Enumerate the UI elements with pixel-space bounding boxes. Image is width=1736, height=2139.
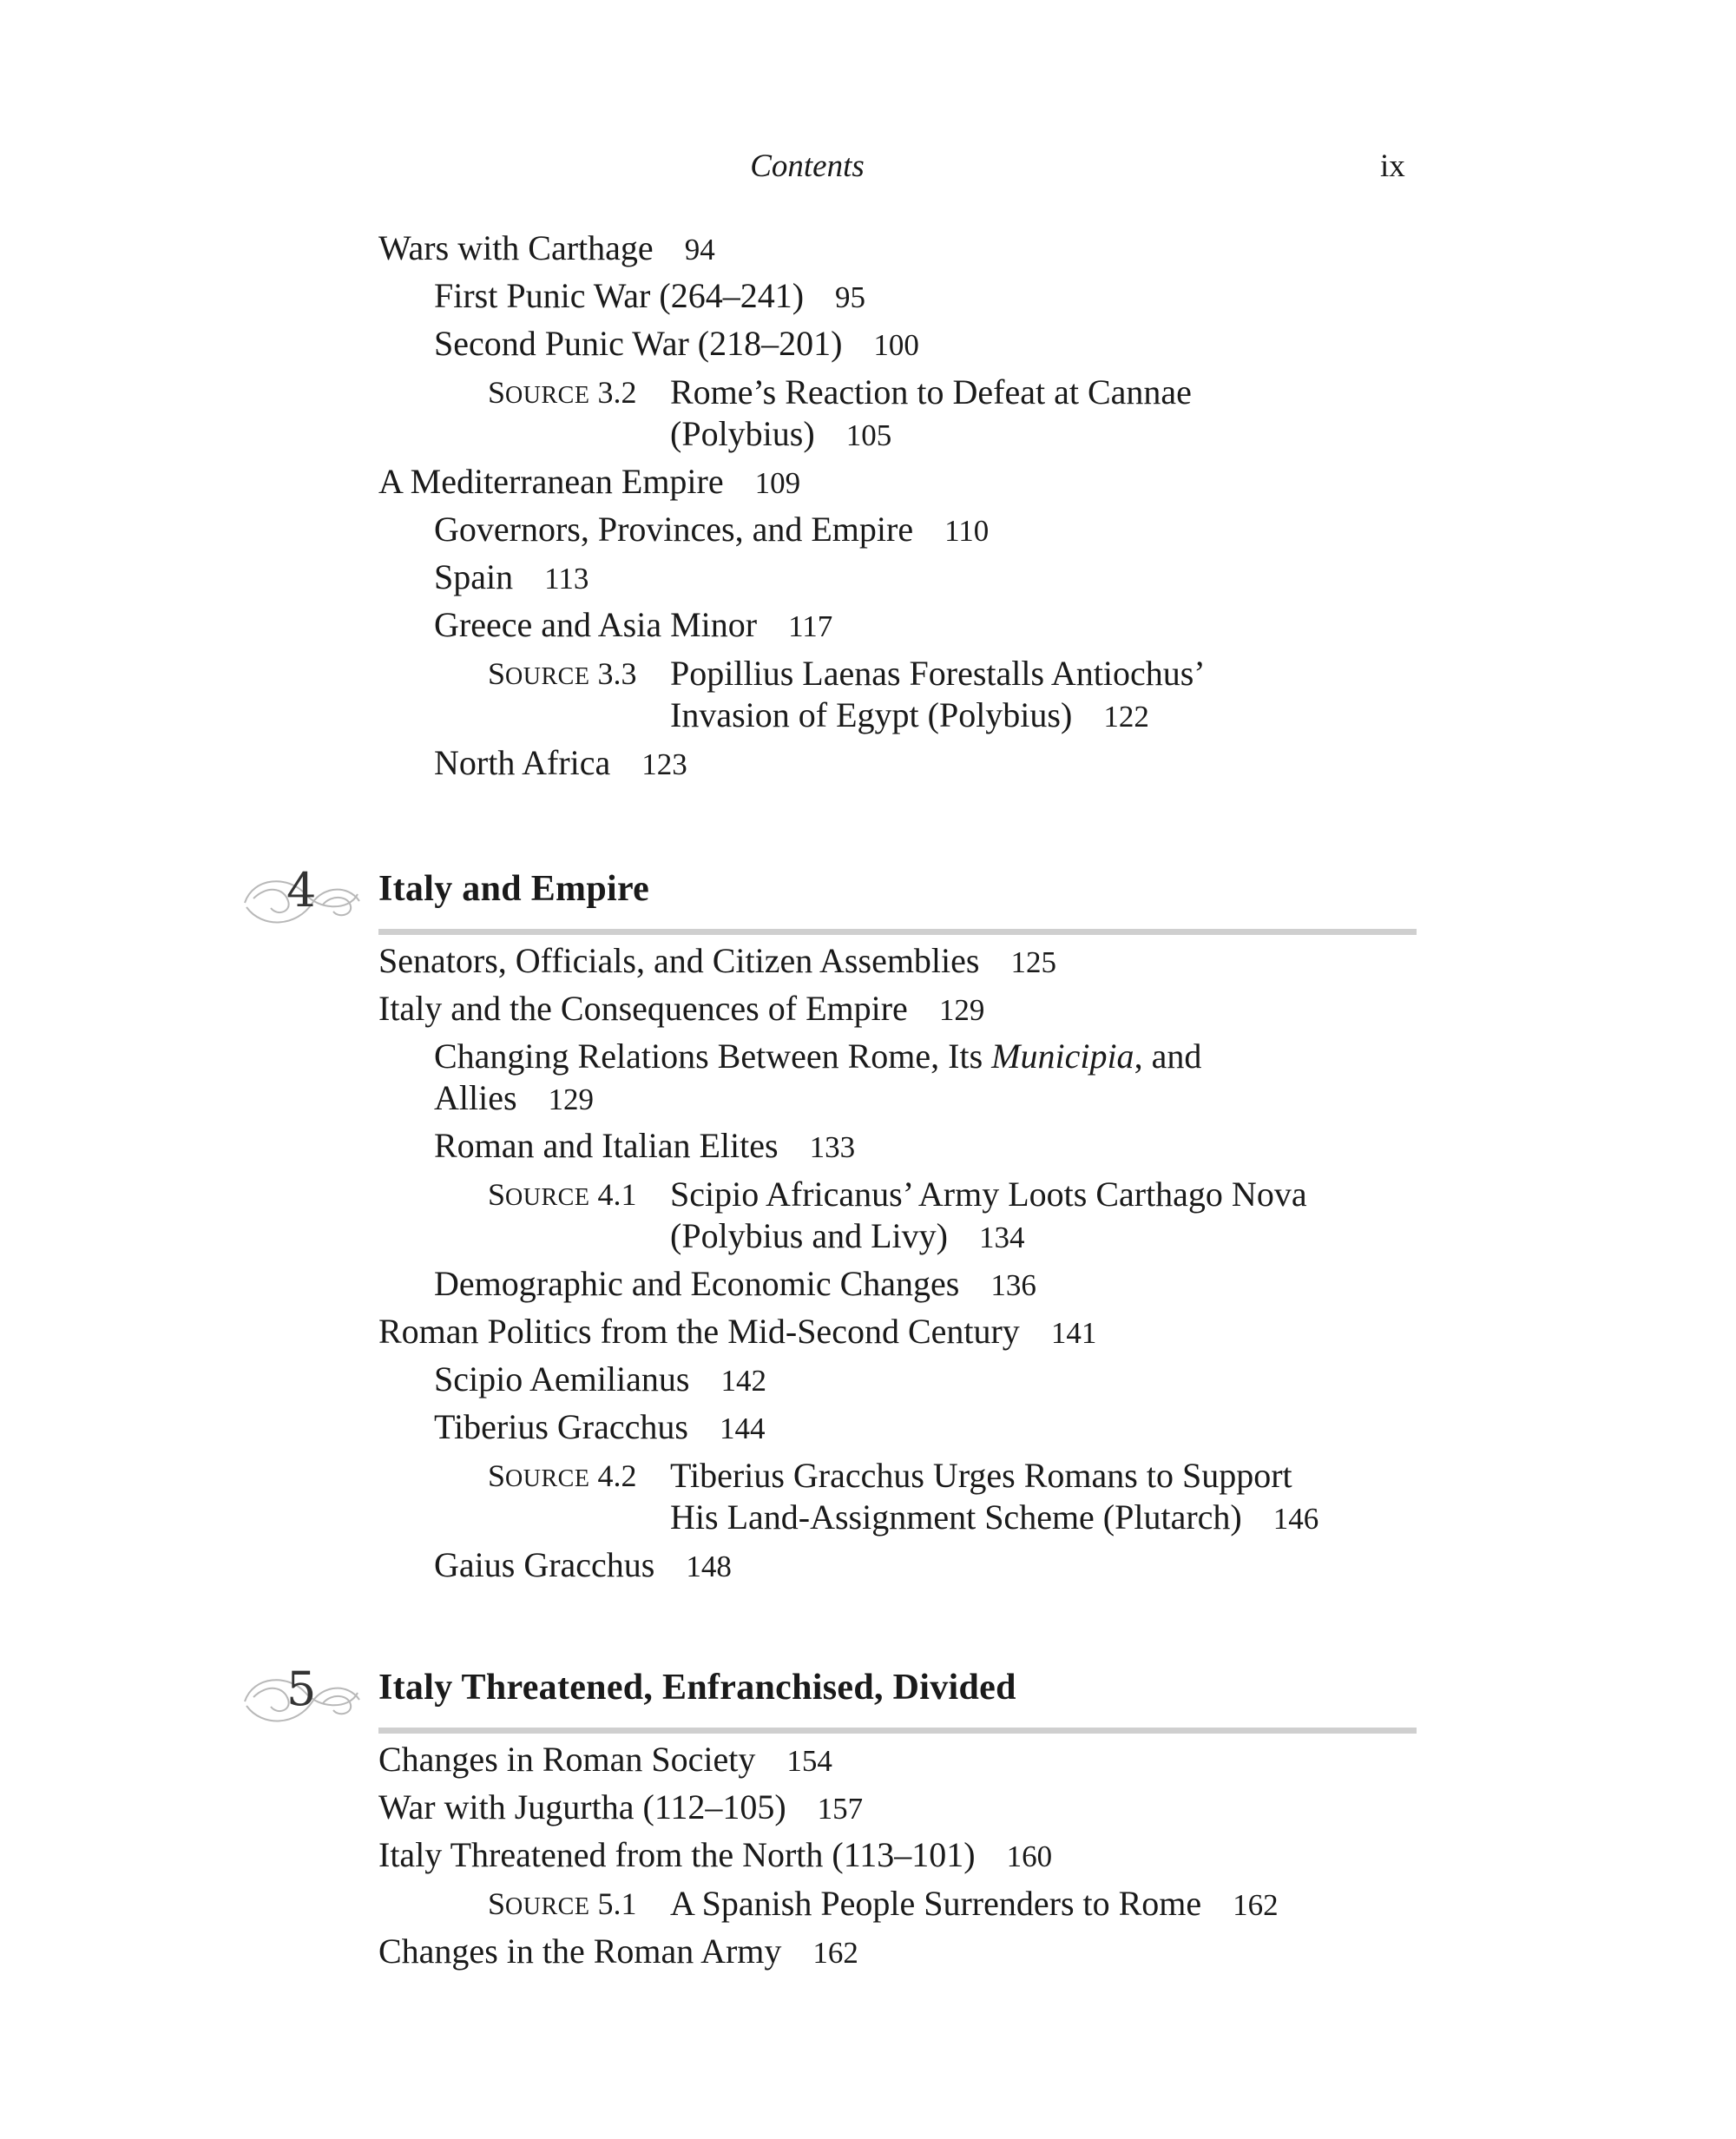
chapter-number: 5 bbox=[286, 1662, 317, 1716]
entry-page: 146 bbox=[1272, 1502, 1319, 1536]
entry-page: 109 bbox=[754, 466, 801, 500]
entry-page: 144 bbox=[719, 1412, 766, 1445]
entry-page: 154 bbox=[786, 1744, 832, 1778]
running-header bbox=[0, 148, 1736, 200]
source-title-line[interactable]: Invasion of Egypt (Polybius) 122 bbox=[670, 695, 1149, 734]
entry-page: 142 bbox=[720, 1364, 766, 1398]
chapter-rule bbox=[378, 929, 1417, 935]
running-title: Contents bbox=[750, 148, 865, 184]
toc-entry[interactable] bbox=[378, 461, 800, 504]
source-label: SOURCE 4.1 bbox=[488, 1177, 637, 1212]
source-title-line[interactable]: Scipio Africanus’ Army Loots Carthago Nova bbox=[670, 1175, 1307, 1214]
entry-page: 129 bbox=[938, 993, 985, 1027]
entry-title: Demographic and Economic Changes bbox=[434, 1264, 960, 1303]
entry-page: 113 bbox=[544, 562, 589, 596]
source-title-line[interactable]: Popillius Laenas Forestalls Antiochus’ bbox=[670, 654, 1206, 693]
toc-entry[interactable] bbox=[434, 556, 589, 600]
entry-title: Spain bbox=[434, 557, 514, 596]
entry-title: Italy Threatened from the North (113–101) bbox=[378, 1835, 976, 1874]
source-title-line[interactable]: (Polybius) 105 bbox=[670, 414, 892, 453]
entry-page: 105 bbox=[845, 418, 892, 452]
entry-page: 125 bbox=[1010, 945, 1056, 979]
entry-page: 129 bbox=[548, 1083, 595, 1116]
entry-page: 133 bbox=[809, 1130, 856, 1164]
entry-page: 157 bbox=[817, 1792, 864, 1826]
toc-entry[interactable] bbox=[434, 509, 989, 552]
toc-entry[interactable] bbox=[378, 227, 715, 271]
entry-page: 122 bbox=[1103, 700, 1149, 734]
entry-page: 95 bbox=[835, 280, 866, 314]
entry-title: First Punic War (264–241) bbox=[434, 276, 805, 315]
toc-entry[interactable] bbox=[434, 323, 919, 366]
entry-title: Second Punic War (218–201) bbox=[434, 324, 843, 363]
entry-title: Roman Politics from the Mid-Second Century bbox=[378, 1312, 1020, 1351]
entry-title: Italy and the Consequences of Empire bbox=[378, 989, 908, 1028]
source-title-line[interactable]: Tiberius Gracchus Urges Romans to Support bbox=[670, 1456, 1292, 1495]
source-title-line[interactable]: (Polybius and Livy) 134 bbox=[670, 1216, 1025, 1255]
toc-entry[interactable] bbox=[434, 1125, 855, 1168]
entry-title: Changes in the Roman Army bbox=[378, 1932, 782, 1971]
entry-page: 123 bbox=[641, 747, 687, 781]
entry-title: Gaius Gracchus bbox=[434, 1545, 655, 1584]
entry-page: 117 bbox=[788, 609, 833, 643]
toc-entry[interactable] bbox=[434, 604, 832, 648]
entry-page: 162 bbox=[1233, 1888, 1279, 1922]
entry-title: Governors, Provinces, and Empire bbox=[434, 510, 914, 549]
entry-title: North Africa bbox=[434, 743, 611, 782]
toc-entry[interactable] bbox=[378, 988, 984, 1031]
toc-entry[interactable] bbox=[434, 275, 865, 319]
chapter-heading[interactable] bbox=[236, 1658, 1417, 1745]
toc-entry[interactable] bbox=[378, 1787, 863, 1830]
toc-entry[interactable] bbox=[434, 1359, 766, 1402]
toc-entry[interactable] bbox=[378, 1931, 858, 1974]
entry-title: War with Jugurtha (112–105) bbox=[378, 1787, 786, 1826]
source-label: SOURCE 3.2 bbox=[488, 375, 637, 410]
toc-entry[interactable] bbox=[434, 742, 687, 786]
toc-entry[interactable] bbox=[378, 1739, 832, 1782]
chapter-rule bbox=[378, 1728, 1417, 1734]
entry-page: 94 bbox=[684, 233, 715, 267]
toc-entry[interactable] bbox=[378, 940, 1056, 984]
page-number: ix bbox=[1380, 148, 1405, 184]
entry-page: 160 bbox=[1006, 1840, 1053, 1873]
entry-title: A Mediterranean Empire bbox=[378, 462, 724, 501]
chapter-title: Italy Threatened, Enfranchised, Divided bbox=[378, 1668, 1016, 1708]
chapter-heading[interactable] bbox=[236, 859, 1417, 946]
entry-page: 134 bbox=[978, 1221, 1025, 1254]
entry-page: 141 bbox=[1050, 1316, 1097, 1350]
entry-page: 110 bbox=[944, 514, 990, 548]
entry-title: Greece and Asia Minor bbox=[434, 605, 758, 644]
toc-entry[interactable] bbox=[434, 1263, 1036, 1306]
entry-title: Tiberius Gracchus bbox=[434, 1407, 688, 1446]
entry-title: Roman and Italian Elites bbox=[434, 1126, 779, 1165]
chapter-number: 4 bbox=[286, 863, 317, 918]
source-title-line[interactable]: A Spanish People Surrenders to Rome 162 bbox=[670, 1884, 1279, 1923]
entry-title: Changes in Roman Society bbox=[378, 1740, 756, 1779]
entry-title: Senators, Officials, and Citizen Assemblies bbox=[378, 941, 980, 980]
source-label: SOURCE 3.3 bbox=[488, 656, 637, 691]
toc-entry[interactable]: Changing Relations Between Rome, Its Municipia, and bbox=[434, 1037, 1202, 1076]
chapter-ornament bbox=[236, 1658, 366, 1736]
entry-page: 136 bbox=[990, 1268, 1036, 1302]
chapter-title: Italy and Empire bbox=[378, 869, 650, 909]
entry-title: Wars with Carthage bbox=[378, 228, 654, 267]
entry-page: 162 bbox=[812, 1936, 858, 1970]
toc-entry-continued[interactable]: Allies 129 bbox=[434, 1078, 595, 1117]
toc-entry[interactable] bbox=[378, 1311, 1096, 1354]
source-title-line[interactable]: Rome’s Reaction to Defeat at Cannae bbox=[670, 372, 1192, 411]
entry-page: 100 bbox=[873, 328, 919, 362]
chapter-ornament bbox=[236, 859, 366, 938]
source-label: SOURCE 5.1 bbox=[488, 1886, 637, 1921]
entry-page: 148 bbox=[686, 1550, 732, 1583]
source-title-line[interactable]: His Land-Assignment Scheme (Plutarch) 146 bbox=[670, 1497, 1319, 1537]
toc-entry[interactable] bbox=[434, 1544, 732, 1588]
source-label: SOURCE 4.2 bbox=[488, 1458, 637, 1493]
entry-title: Scipio Aemilianus bbox=[434, 1359, 690, 1399]
toc-entry[interactable] bbox=[378, 1834, 1052, 1878]
toc-entry[interactable] bbox=[434, 1406, 765, 1450]
